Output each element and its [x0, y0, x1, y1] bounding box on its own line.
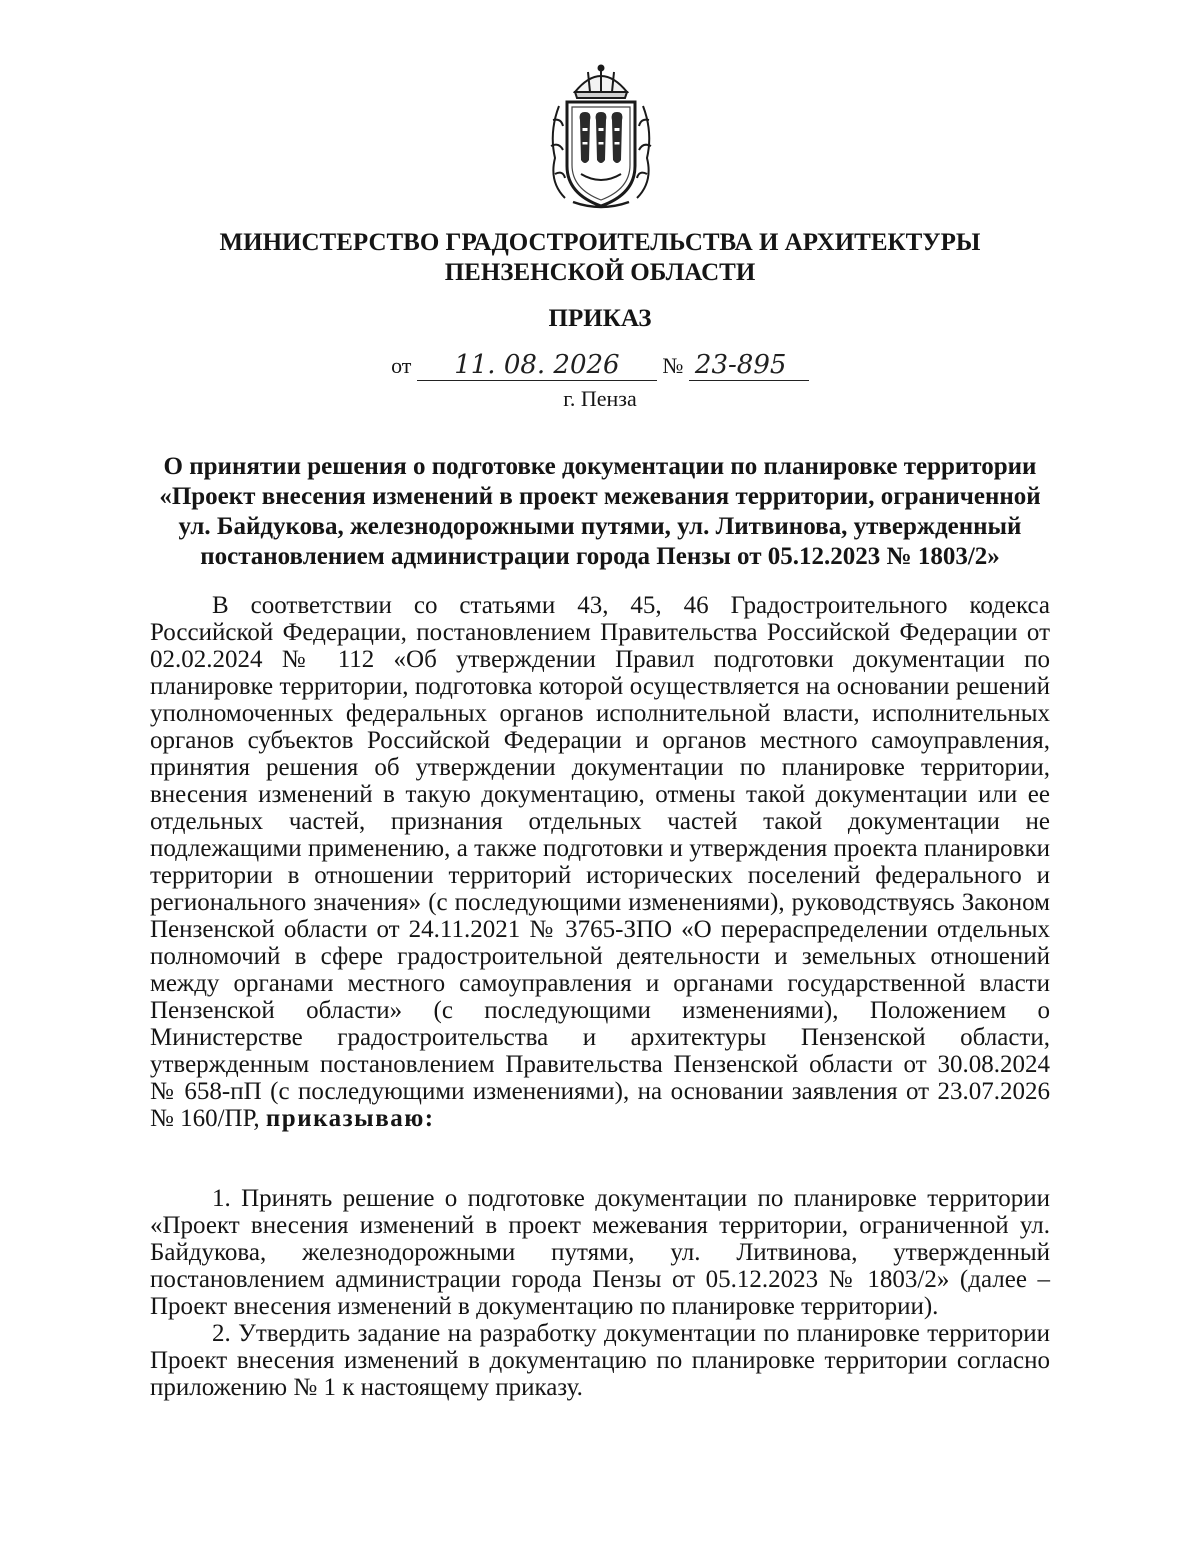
ministry-name-line2: ПЕНЗЕНСКОЙ ОБЛАСТИ [444, 259, 756, 286]
subject-line1: О принятии решения о подготовке документации по планировке территории [163, 453, 1037, 480]
number-prefix: № [662, 353, 684, 378]
order-subject [148, 452, 1052, 572]
order-date-number-line [150, 350, 1050, 386]
order-item-2: 2. Утвердить задание на разработку документации по планировке территории Проект внесения изменений в документацию по планировке территории согласно приложению № 1 к настоящему приказу. [150, 1320, 1050, 1401]
preamble-text: В соответствии со статьями 43, 45, 46 Градостроительного кодекса Российской Федерации, постановлением Правительства Российской Федерации от 02.02.2024 № 112 «Об утверждении Правил подготовки документации по планировке территории, подготовка которой осуществляется на основании решений уполномоченных федеральных органов исполнительной власти, исполнительных органов субъектов Российской Федерации и органов местного самоуправления, принятия решения об утверждении документации по планировке территории, внесения изменений в такую документацию, отмены такой документации или ее отдельных частей, признания отдельных частей такой документации не подлежащими применению, а также подготовки и утверждения проекта планировки территории в отношении территорий исторических поселений федерального и регионального значения» (с последующими изменениями), руководствуясь Законом Пензенской области от 24.11.2021 № 3765-ЗПО «О перераспределении отдельных полномочий в сфере градостроительной деятельности и земельных отношений между органами местного самоуправления и органами государственной власти Пензенской области» (с последующими изменениями), Положением о Министерстве градостроительства и архитектуры Пензенской области, утвержденным постановлением Правительства Пензенской области от 30.08.2024 № 658-пП (с последующими изменениями), на основании заявления от 23.07.2026 № 160/ПР, [150, 592, 1050, 1132]
ministry-name-line1: МИНИСТЕРСТВО ГРАДОСТРОИТЕЛЬСТВА И АРХИТЕКТУРЫ [219, 229, 981, 256]
city-name: г. Пенза [563, 386, 637, 411]
order-item-1: 1. Принять решение о подготовке документации по планировке территории «Проект внесения изменений в проект межевания территории, ограниченной ул. Байдукова, железнодорожными путями, ул. Литвинова, утвержденный постановлением администрации города Пензы от 05.12.2023 № 1803/2» (далее – Проект внесения изменений в документацию по планировке территории). [150, 1185, 1050, 1320]
order-word: приказываю: [265, 1105, 435, 1132]
handwritten-date: 11. 08. 2026 [417, 350, 657, 381]
order-items [150, 1185, 1050, 1401]
date-prefix: от [391, 353, 412, 378]
subject-line3: ул. Байдукова, железнодорожными путями, ул. Литвинова, утвержденный [178, 513, 1022, 540]
order-title: ПРИКАЗ [548, 305, 652, 332]
ministry-name [150, 228, 1050, 288]
subject-line2: «Проект внесения изменений в проект межевания территории, ограниченной [159, 483, 1041, 510]
handwritten-number: 23-895 [689, 350, 809, 381]
preamble-paragraph [150, 592, 1050, 1132]
subject-line4: постановлением администрации города Пензы от 05.12.2023 № 1803/2» [200, 543, 1000, 570]
coat-of-arms-emblem [545, 62, 657, 212]
